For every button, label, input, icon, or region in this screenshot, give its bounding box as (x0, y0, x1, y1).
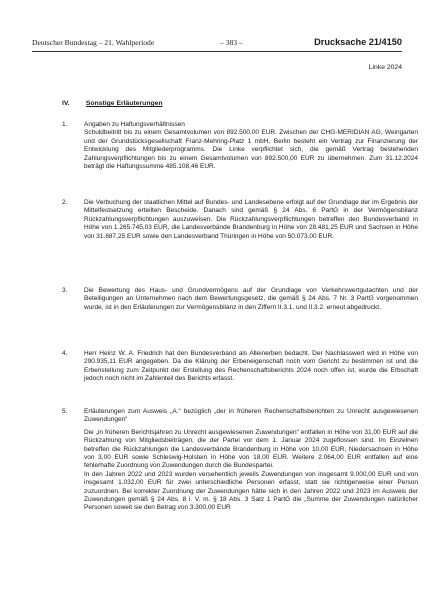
section-title: Sonstige Erläuterungen (85, 100, 163, 107)
section-number: IV. (62, 100, 70, 107)
item-number: 2. (62, 199, 68, 206)
item-body (84, 350, 418, 384)
item-paragraph: Die Verbuchung der staatlichen Mittel auf Bundes- und Landesebene erfolgt auf der Grundlage der im Ergebnis der Mittelfestsetzung erteilten Bescheide. Danach sind gemäß § 24 Abs. 6 PartG in der Vermögensbilanz Rückzahlungsverpflichtungen auszuweisen. Die Rückzahlungsverpflichtungen betreffen den Bundesverband in Höhe von 1.265.745,03 EUR, die Landesverbände Brandenburg in Höhe von 28.481,25 EUR und Sachsen in Höhe von 31.687,25 EUR sowie den Landesverband Thüringen in Höhe von 50.073,00 EUR. (84, 199, 418, 240)
item-number: 3. (62, 287, 68, 294)
item-paragraph: Erläuterungen zum Ausweis „A.“ bezüglich „der in früheren Rechenschaftsberichten zu Unrecht ausgewiesenen Zuwendungen“ (84, 408, 418, 424)
item-paragraph: Die „in früheren Berichtsjahren zu Unrecht ausgewiesenen Zuwendungen“ entfallen in Höhe von 31,00 EUR auf die Rückzahlung von Mitgliedsbeiträgen, die der Partei vor dem 1. Januar 2024 zugeflossen sind. Im Einzelnen betreffen die Rückzahlungen die Landesverbände Brandenburg in Höhe von 10,00 EUR, Niedersachsen in Höhe von 3,00 EUR sowie Schleswig-Holstein in Höhe von 18,00 EUR. Weitere 2.064,00 EUR entfallen auf eine fehlerhafte Zuordnung von Zuwendungen durch die Bundespartei. In den Jahren 2022 und 2023 wurden versehentlich jeweils Zuwendungen von insgesamt 9.000,00 EUR und von insgesamt 1.032,00 EUR für zwei unterschiedliche Personen erfasst, statt sie richtigerweise einer Person zuzuordnen. Bei korrekter Zuordnung der Zuwendungen hätte sich in den Jahren 2022 und 2023 im Ausweis der Zuwendungen gemäß § 24 Abs. 8 i. V. m. § 18 Abs. 3 Satz 1 PartG die „Summe der Zuwendungen natürlicher Personen soweit sie den Betrag von 3.300,00 EUR (84, 428, 418, 512)
item-body (84, 199, 418, 241)
item-paragraph: Angaben zu Haftungsverhältnissen Schuldbeitritt bis zu einem Gesamtvolumen von 892.500,00 EUR. Zwischen der CHG-MERIDIAN AG, Weingarten und der Grundstücksgesellschaft Franz-Mehring-Platz 1 mbH, Berlin besteht ein Vertrag zur Finanzierung der Entwicklung des Mitgliederprogramms. Die Linke verpflichtet sich, die gemäß Vertrag bestehenden Zahlungsverpflichtungen bis zu einem Gesamtvolumen von 892.500,00 EUR zu übernehmen. Zum 31.12.2024 beträgt die Haftungssumme 485.108,46 EUR. (84, 121, 418, 171)
page-header (32, 36, 402, 50)
section-heading (62, 100, 163, 107)
header-parliament: Deutscher Bundestag – 21. Wahlperiode (32, 38, 155, 47)
item-body (84, 408, 418, 513)
item-number: 5. (62, 408, 68, 415)
item-number: 1. (62, 121, 68, 128)
item-body (84, 121, 418, 171)
party-label: Linke 2024 (368, 64, 402, 71)
item-body (84, 287, 418, 312)
header-rule (32, 51, 402, 52)
item-number: 4. (62, 350, 68, 357)
header-page-number: – 383 – (220, 38, 243, 47)
item-paragraph: Die Bewertung des Haus- und Grundvermögens auf der Grundlage von Verkehrswertgutachten und der Beteiligungen an Unternehmen nach dem Bewertungsgesetz, die gemäß § 24 Abs. 7 Nr. 3 PartG vorgenommen wurde, ist in den Erläuterungen zur Vermögensbilanz in den Ziffern II.3.1. und II.3.2. erneut abgedruckt. (84, 287, 418, 311)
item-paragraph: Herr Heinz W. A. Friedrich hat den Bundesverband als Alleinerben bedacht. Der Nachlasswert wird in Höhe von 290.935,11 EUR angegeben. Da die Klärung der Erbeneigenschaft noch vom Gericht zu bestimmen ist und die Erbenstellung zum Zeitpunkt der Erstellung des Rechenschaftsberichts 2024 noch offen ist, wurde die Erbschaft jedoch noch nicht im Zahlenteil des Berichts erfasst. (84, 350, 418, 383)
header-document-number: Drucksache 21/4150 (314, 37, 402, 47)
